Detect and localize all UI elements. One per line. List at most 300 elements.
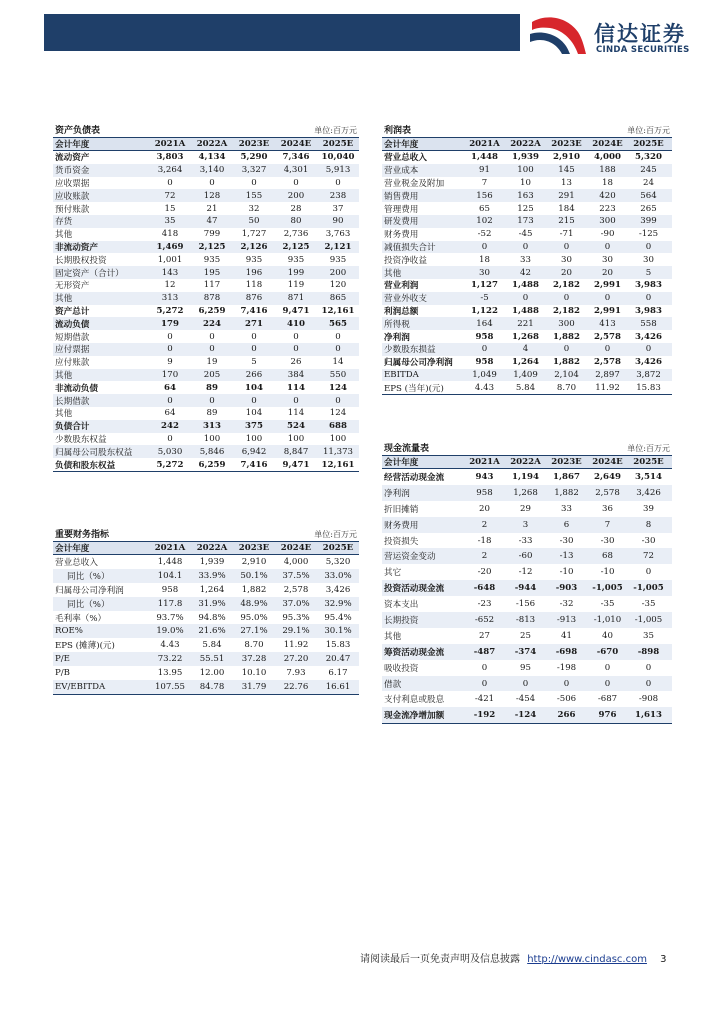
cell-value: 124 — [329, 408, 347, 419]
table-row — [53, 569, 359, 583]
table-row — [53, 151, 359, 164]
cell-value: 8 — [645, 519, 652, 530]
cell-value: 27.1% — [240, 626, 268, 637]
cell-value: 5,913 — [325, 165, 351, 176]
cell-value: 1,049 — [472, 369, 497, 380]
cell-value: 0 — [251, 395, 257, 406]
table-row — [382, 228, 672, 241]
cell-value: -32 — [559, 599, 574, 610]
table-row — [382, 517, 672, 533]
cell-value: 2,578 — [594, 357, 621, 368]
cell-value: 10,040 — [321, 152, 355, 163]
cell-value: 2 — [481, 551, 488, 562]
cell-value: -18 — [477, 535, 492, 546]
table-row — [53, 279, 359, 292]
cell-value: -23 — [477, 599, 492, 610]
table-row — [53, 583, 359, 597]
cell-value: 565 — [329, 318, 347, 329]
table-row — [53, 611, 359, 625]
cell-value: 7,416 — [240, 305, 268, 316]
row-label: EV/EBITDA — [55, 681, 106, 692]
table-row — [53, 433, 359, 446]
year-header: 2025E — [633, 139, 664, 149]
cell-value: 31.9% — [198, 598, 226, 609]
cell-value: 41 — [561, 630, 572, 641]
cell-value: 64 — [164, 382, 176, 393]
row-label: 营业总收入 — [55, 557, 98, 568]
cell-value: 35 — [643, 630, 654, 641]
cell-value: 95.4% — [324, 612, 352, 623]
cell-value: 0 — [209, 344, 215, 355]
cell-value: -198 — [556, 662, 577, 673]
cell-value: 238 — [329, 190, 347, 201]
row-label: 其他 — [55, 370, 73, 381]
table-bottom-rule — [53, 694, 359, 695]
cell-value: -90 — [600, 229, 615, 240]
table-header-row — [382, 138, 672, 151]
row-label: 负债和股东权益 — [55, 460, 116, 471]
row-label: 无形资产 — [55, 281, 90, 292]
cell-value: 524 — [287, 421, 305, 432]
table-row — [382, 660, 672, 676]
row-label: 管理费用 — [384, 204, 419, 215]
cell-value: 871 — [287, 293, 305, 304]
cell-value: 95.0% — [240, 612, 268, 623]
cell-value: 0 — [167, 331, 173, 342]
cell-value: 188 — [599, 165, 616, 176]
cell-value: 163 — [517, 190, 534, 201]
cell-value: -13 — [559, 551, 574, 562]
cell-value: 89 — [206, 408, 218, 419]
cell-value: 3,140 — [199, 165, 225, 176]
cell-value: 245 — [640, 165, 657, 176]
cell-value: 3,264 — [157, 165, 183, 176]
cell-value: 0 — [209, 331, 215, 342]
cell-value: 0 — [335, 395, 341, 406]
row-label: ROE% — [55, 626, 83, 637]
cell-value: -60 — [518, 551, 533, 562]
cell-value: 104 — [245, 382, 263, 393]
row-label: 营业利润 — [384, 281, 419, 292]
row-label: 流动资产 — [55, 153, 90, 164]
cell-value: 0 — [604, 662, 611, 673]
table-bottom-rule — [382, 394, 672, 395]
cell-value: 0 — [293, 344, 299, 355]
cell-value: 5,320 — [635, 152, 662, 163]
cell-value: -670 — [596, 646, 619, 657]
row-label: 固定资产（合计） — [55, 268, 124, 279]
cell-value: 33 — [561, 503, 572, 514]
footer-website-link[interactable]: http://www.cindasc.com — [527, 954, 647, 965]
table-row — [382, 548, 672, 564]
table-row — [53, 445, 359, 458]
cell-value: 117.8 — [157, 598, 183, 609]
page-footer — [360, 950, 690, 965]
cell-value: -1,010 — [593, 614, 622, 625]
row-label: 营业税金及附加 — [384, 178, 445, 189]
table-row — [382, 596, 672, 612]
cell-value: 37.28 — [241, 654, 267, 665]
table-unit: 单位:百万元 — [314, 126, 357, 135]
table-row — [53, 330, 359, 343]
cell-value: 0 — [167, 433, 173, 444]
cell-value: 26 — [290, 357, 302, 368]
table-row — [53, 343, 359, 356]
cell-value: 0 — [522, 293, 529, 304]
cell-value: 173 — [517, 216, 534, 227]
cell-value: 119 — [287, 280, 305, 291]
cell-value: 2,649 — [594, 471, 621, 482]
cell-value: 6,259 — [198, 305, 226, 316]
cell-value: 265 — [640, 203, 657, 214]
cell-value: 200 — [329, 267, 347, 278]
year-header: 2024E — [280, 543, 312, 553]
cell-value: 0 — [251, 331, 257, 342]
cell-value: 1,264 — [199, 584, 225, 595]
cell-value: 33 — [520, 254, 531, 265]
year-header: 2023E — [551, 457, 582, 467]
cell-value: 2,910 — [241, 556, 267, 567]
cell-value: 55.51 — [199, 654, 225, 665]
table-row — [382, 292, 672, 305]
year-header: 2024E — [592, 139, 623, 149]
cell-value: 195 — [203, 267, 221, 278]
cell-value: 2,578 — [595, 487, 620, 498]
cell-value: 1,194 — [512, 471, 539, 482]
cell-value: 3 — [522, 519, 529, 530]
row-label: 资本支出 — [384, 600, 419, 611]
header-label: 会计年度 — [55, 544, 90, 554]
table-row — [382, 707, 672, 723]
cell-value: 30 — [602, 254, 613, 265]
cell-value: 865 — [329, 293, 347, 304]
cell-value: 33.0% — [324, 570, 352, 581]
cell-value: 21.6% — [198, 626, 226, 637]
cell-value: 1,882 — [241, 584, 267, 595]
cell-value: 200 — [287, 190, 305, 201]
table-title: 现金流量表 — [384, 444, 430, 454]
table-unit: 单位:百万元 — [314, 530, 357, 539]
table-row — [53, 597, 359, 611]
row-label: P/E — [55, 654, 70, 665]
cell-value: 19 — [206, 357, 218, 368]
year-header: 2022A — [510, 457, 541, 467]
cinda-logo-mark-icon — [528, 12, 590, 56]
cell-value: 89 — [206, 382, 218, 393]
cell-value: -156 — [515, 599, 536, 610]
row-label: 利润总额 — [384, 306, 419, 317]
cell-value: 3,763 — [325, 229, 351, 240]
cell-value: 37.0% — [282, 598, 310, 609]
row-label: 少数股东权益 — [55, 434, 107, 445]
cell-value: 2,578 — [283, 584, 309, 595]
cell-value: -5 — [480, 293, 489, 304]
cell-value: 300 — [558, 318, 575, 329]
cell-value: 199 — [287, 267, 305, 278]
cell-value: 20.47 — [325, 654, 351, 665]
cell-value: -124 — [514, 710, 537, 721]
cell-value: 958 — [161, 584, 179, 595]
cell-value: -71 — [559, 229, 574, 240]
table-header-row — [382, 456, 672, 469]
cell-value: 100 — [245, 433, 263, 444]
row-label: 现金流净增加额 — [384, 711, 445, 722]
cell-value: 0 — [335, 331, 341, 342]
cell-value: 1,268 — [512, 331, 539, 342]
row-label: 资产总计 — [55, 306, 90, 317]
table-row — [382, 202, 672, 215]
cell-value: -944 — [514, 583, 537, 594]
cell-value: 0 — [209, 395, 215, 406]
row-label: 短期借款 — [55, 332, 90, 343]
table-row — [53, 555, 359, 569]
cell-value: 20 — [479, 503, 490, 514]
table-row — [53, 266, 359, 279]
table-row — [382, 501, 672, 517]
cell-value: 39 — [643, 503, 654, 514]
cell-value: 128 — [203, 190, 221, 201]
table-row — [382, 612, 672, 628]
cell-value: 1,448 — [471, 152, 498, 163]
cell-value: 215 — [558, 216, 575, 227]
cell-value: 0 — [645, 678, 652, 689]
row-label: 借款 — [384, 679, 402, 690]
cell-value: -652 — [474, 614, 495, 625]
cell-value: 0 — [293, 395, 299, 406]
cell-value: 4.43 — [160, 640, 180, 651]
cell-value: 3,803 — [156, 152, 184, 163]
cell-value: 2,897 — [595, 369, 620, 380]
cell-value: -913 — [556, 614, 577, 625]
cell-value: 1,122 — [471, 305, 498, 316]
table-row — [53, 666, 359, 680]
cell-value: 3,426 — [325, 584, 351, 595]
cell-value: 50.1% — [240, 570, 268, 581]
cell-value: 2,126 — [240, 241, 268, 252]
cell-value: 878 — [203, 293, 221, 304]
year-header: 2024E — [280, 139, 312, 149]
cell-value: 164 — [476, 318, 493, 329]
cell-value: -20 — [477, 567, 492, 578]
cell-value: 0 — [522, 241, 529, 252]
cell-value: 0 — [604, 293, 611, 304]
year-header: 2021A — [154, 139, 186, 149]
cell-value: 184 — [558, 203, 575, 214]
cell-value: 11,373 — [322, 446, 354, 457]
cell-value: -30 — [641, 535, 656, 546]
row-label: 货币资金 — [55, 166, 90, 177]
cell-value: 1,613 — [635, 710, 662, 721]
cell-value: 0 — [645, 293, 652, 304]
cell-value: 47 — [206, 216, 218, 227]
cell-value: 420 — [599, 190, 616, 201]
row-label: 长期借款 — [55, 396, 90, 407]
table-title-bar — [382, 124, 672, 138]
cell-value: 12 — [164, 280, 176, 291]
cell-value: 117 — [203, 280, 221, 291]
table-row — [382, 485, 672, 501]
cell-value: 18 — [479, 254, 490, 265]
cell-value: 0 — [563, 678, 570, 689]
cell-value: 0 — [645, 567, 652, 578]
table-bottom-rule — [53, 471, 359, 472]
cell-value: 0 — [481, 344, 488, 355]
header-label: 会计年度 — [384, 458, 419, 468]
table-row — [53, 420, 359, 433]
cell-value: 313 — [161, 293, 179, 304]
row-label: 减值损失合计 — [384, 242, 436, 253]
cell-value: 30.1% — [324, 626, 352, 637]
table-title-bar — [53, 124, 359, 138]
cell-value: 0 — [604, 344, 611, 355]
table-row — [382, 644, 672, 660]
year-header: 2021A — [154, 543, 186, 553]
table-row — [382, 279, 672, 292]
cell-value: 1,727 — [241, 229, 267, 240]
year-header: 2022A — [510, 139, 541, 149]
row-label: 支付利息或股息 — [384, 695, 445, 706]
cell-value: 413 — [599, 318, 616, 329]
cell-value: 958 — [475, 357, 494, 368]
row-label: 负债合计 — [55, 422, 90, 433]
cell-value: 100 — [329, 433, 347, 444]
row-label: 研发费用 — [384, 217, 419, 228]
row-label: EBITDA — [384, 369, 419, 380]
cell-value: 2,910 — [553, 152, 580, 163]
row-label: 应收票据 — [55, 178, 90, 189]
cell-value: 375 — [245, 421, 263, 432]
cell-value: 14 — [332, 357, 344, 368]
cell-value: 2,104 — [554, 369, 579, 380]
cell-value: 799 — [203, 229, 221, 240]
cell-value: -648 — [473, 583, 496, 594]
table-row — [382, 356, 672, 369]
row-label: 财务费用 — [384, 230, 419, 241]
table-row — [382, 676, 672, 692]
cell-value: 1,001 — [157, 254, 183, 265]
cell-value: 114 — [287, 408, 305, 419]
year-header: 2021A — [469, 139, 500, 149]
cell-value: 95 — [520, 662, 531, 673]
cinda-logo — [528, 12, 708, 56]
cell-value: 64 — [164, 408, 176, 419]
cash-flow-table — [382, 442, 672, 724]
table-row — [382, 691, 672, 707]
cell-value: 19.0% — [156, 626, 184, 637]
cell-value: 2,182 — [553, 280, 580, 291]
cell-value: 145 — [558, 165, 575, 176]
cell-value: 266 — [245, 369, 263, 380]
cell-value: 156 — [476, 190, 493, 201]
cell-value: 935 — [203, 254, 221, 265]
row-label: P/B — [55, 668, 70, 679]
cell-value: 102 — [476, 216, 493, 227]
cell-value: 4 — [522, 344, 529, 355]
row-label: 流动负债 — [55, 319, 90, 330]
cell-value: 36 — [602, 503, 613, 514]
year-header: 2025E — [322, 543, 354, 553]
table-row — [382, 241, 672, 254]
cell-value: 5,272 — [156, 459, 184, 470]
cell-value: 0 — [167, 395, 173, 406]
cell-value: 4,000 — [283, 556, 309, 567]
cell-value: 1,127 — [471, 280, 498, 291]
cell-value: -374 — [514, 646, 537, 657]
table-row — [382, 381, 672, 394]
cell-value: 5,320 — [325, 556, 351, 567]
cell-value: 5,290 — [240, 152, 268, 163]
cell-value: 7,346 — [282, 152, 310, 163]
cell-value: 2 — [481, 519, 488, 530]
cell-value: 0 — [293, 177, 299, 188]
cell-value: -1,005 — [634, 614, 663, 625]
table-row — [382, 164, 672, 177]
table-row — [382, 215, 672, 228]
cell-value: 876 — [245, 293, 263, 304]
income-statement-table — [382, 124, 672, 395]
cell-value: 4,301 — [283, 165, 309, 176]
cell-value: 9,471 — [282, 459, 310, 470]
row-label: 财务费用 — [384, 520, 419, 531]
cell-value: 9 — [167, 357, 173, 368]
cell-value: 68 — [602, 551, 613, 562]
cell-value: 72 — [643, 551, 654, 562]
cell-value: 0 — [481, 678, 488, 689]
table-row — [53, 638, 359, 652]
cell-value: 558 — [640, 318, 657, 329]
cell-value: 976 — [598, 710, 617, 721]
table-title-bar — [382, 442, 672, 456]
cell-value: 18 — [602, 177, 613, 188]
row-label: 毛利率（%） — [55, 613, 107, 624]
cell-value: 7.93 — [286, 668, 306, 679]
row-label: 筹资活动现金流 — [384, 647, 445, 658]
cell-value: 1,882 — [554, 487, 579, 498]
cell-value: 3,327 — [241, 165, 267, 176]
cell-value: 118 — [245, 280, 263, 291]
row-label: 预付账款 — [55, 204, 90, 215]
row-label: 销售费用 — [384, 191, 419, 202]
cell-value: 0 — [563, 293, 570, 304]
cell-value: 2,182 — [553, 305, 580, 316]
cell-value: 1,939 — [199, 556, 225, 567]
cell-value: 410 — [287, 318, 305, 329]
cell-value: 30 — [643, 254, 654, 265]
cell-value: 21 — [206, 203, 218, 214]
cell-value: 20 — [602, 267, 613, 278]
cell-value: 2,991 — [594, 280, 621, 291]
cell-value: 100 — [203, 433, 221, 444]
cell-value: 271 — [245, 318, 263, 329]
cell-value: 25 — [520, 630, 531, 641]
row-label: 所得税 — [384, 319, 410, 330]
table-unit: 单位:百万元 — [627, 444, 670, 453]
table-row — [53, 652, 359, 666]
cell-value: 15.83 — [636, 382, 661, 393]
table-row — [382, 317, 672, 330]
cell-value: -33 — [518, 535, 533, 546]
row-label: 归属母公司股东权益 — [55, 447, 133, 458]
row-label: 归属母公司净利润 — [55, 585, 124, 596]
row-label: 少数股东损益 — [384, 345, 436, 356]
cell-value: 935 — [245, 254, 263, 265]
cell-value: 2,736 — [283, 229, 309, 240]
cell-value: 8.70 — [244, 640, 264, 651]
cell-value: 6,942 — [241, 446, 267, 457]
cell-value: 114 — [287, 382, 305, 393]
row-label: 其它 — [384, 568, 402, 579]
cell-value: 4.43 — [474, 382, 495, 393]
